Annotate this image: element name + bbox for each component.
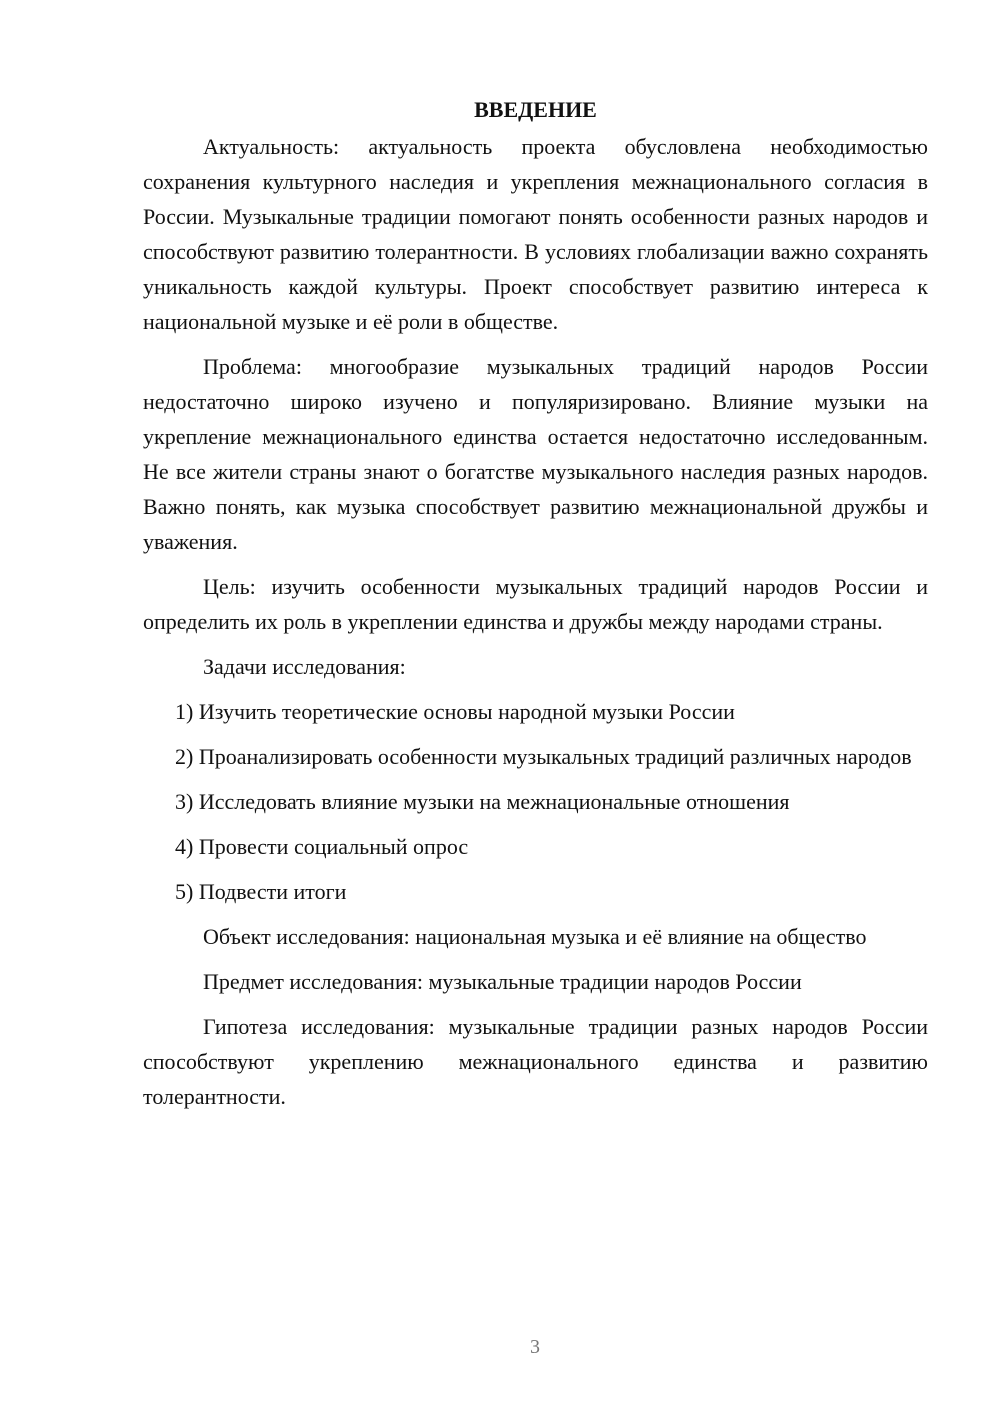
tasks-title: Задачи исследования: (203, 654, 406, 679)
list-item: 5) Подвести итоги (175, 879, 347, 904)
object-paragraph: Объект исследования: национальная музыка и её влияние на общество (203, 924, 867, 949)
page-number: 3 (530, 1336, 540, 1358)
list-item: 2) Проанализировать особенности музыкальных традиций различных народов (175, 744, 912, 769)
section-heading: ВВЕДЕНИЕ (474, 97, 597, 122)
list-item: 3) Исследовать влияние музыки на межнациональные отношения (175, 789, 790, 814)
hypothesis-paragraph: Гипотеза исследования: музыкальные традиции разных народов России способствуют укреплению межнационального единства и развитию толерантности. (143, 1014, 928, 1109)
list-item: 1) Изучить теоретические основы народной музыки России (175, 699, 735, 724)
problem-paragraph: Проблема: многообразие музыкальных традиций народов России недостаточно широко изучено и популяризировано. Влияние музыки на укрепление межнационального единства остается недостаточно исследованным. Не все жители страны знают о богатстве музыкального наследия разных народов. Важно понять, как музыка способствует развитию межнациональной дружбы и уважения. (143, 354, 928, 554)
subject-paragraph: Предмет исследования: музыкальные традиции народов России (203, 969, 802, 994)
tasks-list (143, 694, 928, 909)
list-item: 4) Провести социальный опрос (175, 834, 469, 859)
page-content (143, 92, 928, 1124)
goal-paragraph: Цель: изучить особенности музыкальных традиций народов России и определить их роль в укреплении единства и дружбы между народами страны. (143, 574, 928, 634)
relevance-paragraph: Актуальность: актуальность проекта обусловлена необходимостью сохранения культурного наследия и укрепления межнационального согласия в России. Музыкальные традиции помогают понять особенности разных народов и способствуют развитию толерантности. В условиях глобализации важно сохранять уникальность каждой культуры. Проект способствует развитию интереса к национальной музыке и её роли в обществе. (143, 134, 928, 334)
